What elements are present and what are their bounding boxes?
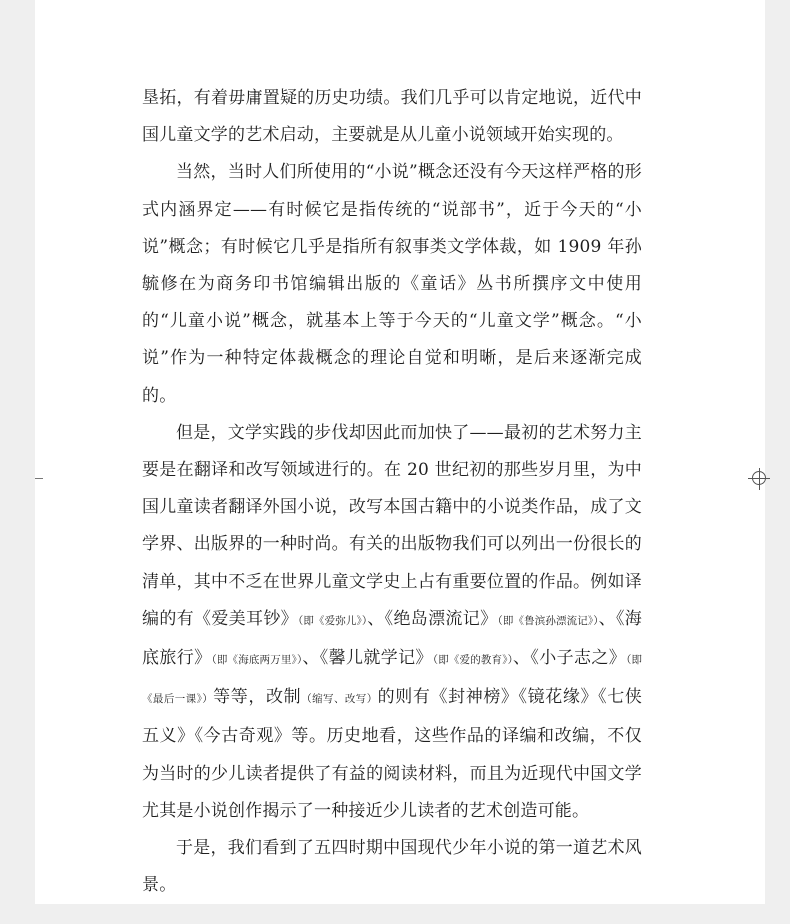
paragraph-3-text: 、《海底旅行》: [142, 608, 643, 669]
annotation-aimier: （即《爱弥儿》）: [297, 614, 368, 627]
body-text: [142, 80, 642, 904]
document-page: [35, 0, 765, 904]
paragraph-4: 于是，我们看到了五四时期中国现代少年小说的第一道艺术风景。: [142, 838, 642, 896]
paragraph-3-text: 但是，文学实践的步伐却因此而加快了——最初的艺术努力主要是在翻译和改写领域进行的。在 20 世纪初的那些岁月里，为中国儿童读者翻译外国小说，改写本国古籍中的小说类作品，成了文学界、出版界的一种时尚。有关的出版物我们可以列出一份很长的清单，其中不乏在世界儿童文学史上占有重要位置的作品。例如译编的有《爱美耳钞》: [142, 422, 642, 629]
annotation-last-lesson: （即《最后一课》）: [142, 654, 643, 706]
paragraph-3: [142, 415, 642, 830]
paragraph-1: 垦拓，有着毋庸置疑的历史功绩。我们几乎可以肯定地说，近代中国儿童文学的艺术启动，主要就是从儿童小说领域开始实现的。: [142, 88, 642, 146]
annotation-robinson: （即《鲁滨孙漂流记》）: [497, 614, 599, 627]
paragraph-3-text: 、《小子志之》: [513, 648, 627, 669]
annotation-heart: （即《爱的教育》）: [432, 654, 514, 667]
registration-mark-icon: [748, 468, 770, 490]
annotation-twenty-thousand-leagues: （即《海底两万里》）: [211, 654, 303, 667]
paragraph-3-text: 等等，改制: [213, 687, 302, 708]
annotation-abridged-adapted: （缩写、改写）: [301, 693, 378, 706]
paragraph-2: 当然，当时人们所使用的“小说”概念还没有今天这样严格的形式内涵界定——有时候它是指传统的“说部书”，近于今天的“小说”概念；有时候它几乎是指所有叙事类文学体裁，如 1909 年孙毓修在为商务印书馆编辑出版的《童话》丛书所撰序文中使用的“儿童小说”概念，就基本上等于今天的“儿童文学”概念。“小说”作为一种特定体裁概念的理论自觉和明晰，是后来逐渐完成的。: [142, 162, 642, 406]
paragraph-3-text: 、《馨儿就学记》: [302, 648, 433, 669]
paragraph-3-text: 的则有《封神榜》《镜花缘》《七侠五义》《今古奇观》等。历史地看，这些作品的译编和改编，不仅为当时的少儿读者提供了有益的阅读材料，而且为近现代中国文学尤其是小说创作揭示了一种接近少儿读者的艺术创造可能。: [142, 687, 643, 821]
paragraph-3-text: 、《绝岛漂流记》: [367, 608, 498, 629]
crop-mark-left: [35, 478, 43, 479]
